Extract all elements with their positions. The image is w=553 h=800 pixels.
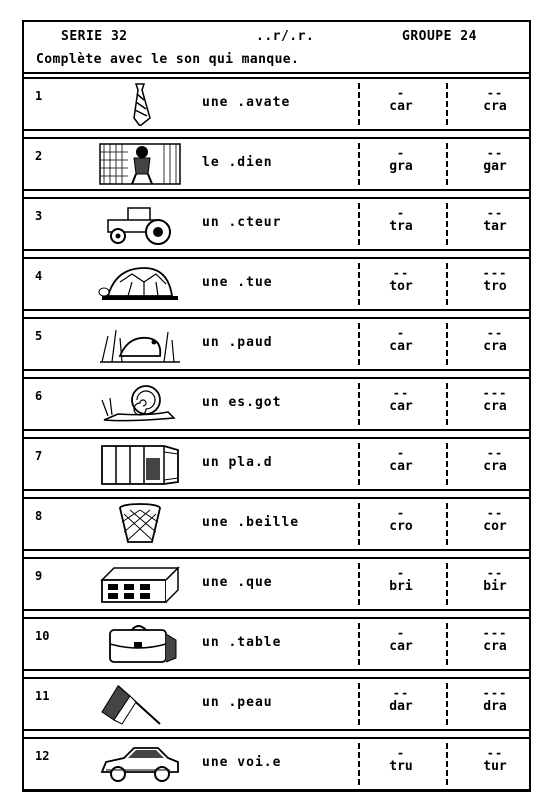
row-number: 11 [35,689,50,703]
row-number: 6 [35,389,43,403]
syllable-choice-1[interactable] [366,326,436,354]
syllable-marks: -- [486,206,504,220]
syllable-text: gar [483,159,507,174]
syllable-text: car [389,99,413,114]
syllable-marks: -- [486,506,504,520]
syllable-choice-2[interactable] [460,266,530,294]
syllable-marks: - [396,206,406,220]
row-number: 9 [35,569,43,583]
sound-pattern: ..r/.r. [256,29,315,44]
dashed-divider [446,383,448,425]
syllable-text: cra [483,459,507,474]
incomplete-word: un .peau [202,695,273,710]
syllable-choice-2[interactable] [460,386,530,414]
syllable-choice-2[interactable] [460,686,530,714]
tractor-icon [98,202,182,246]
syllable-text: dar [389,699,413,714]
syllable-marks: -- [392,266,410,280]
syllable-marks: --- [482,626,508,640]
toad-icon [98,322,182,366]
syllable-text: tor [389,279,413,294]
syllable-choice-1[interactable] [366,206,436,234]
syllable-text: bir [483,579,507,594]
syllable-marks: -- [486,446,504,460]
groupe-label: GROUPE 24 [402,29,477,44]
row-number: 1 [35,89,43,103]
row-number: 10 [35,629,50,643]
syllable-text: tra [389,219,413,234]
schoolbag-icon [98,622,182,666]
dashed-divider [446,563,448,605]
syllable-text: car [389,399,413,414]
syllable-text: bri [389,579,413,594]
syllable-text: cra [483,99,507,114]
basket-icon [98,502,182,546]
syllable-marks: -- [486,326,504,340]
syllable-choice-1[interactable] [366,566,436,594]
syllable-marks: --- [482,386,508,400]
exercise-row [24,677,529,731]
incomplete-word: un .cteur [202,215,282,230]
exercise-row [24,437,529,491]
incomplete-word: un .table [202,635,282,650]
incomplete-word: une .tue [202,275,273,290]
syllable-choice-1[interactable] [366,386,436,414]
syllable-marks: -- [486,146,504,160]
flag-icon [98,682,182,726]
dashed-divider [446,83,448,125]
syllable-choice-1[interactable] [366,86,436,114]
syllable-marks: -- [486,746,504,760]
dashed-divider [358,563,360,605]
syllable-choice-1[interactable] [366,626,436,654]
dashed-divider [446,743,448,785]
dashed-divider [446,623,448,665]
syllable-choice-1[interactable] [366,686,436,714]
exercise-row [24,497,529,551]
row-number: 7 [35,449,43,463]
row-number: 2 [35,149,43,163]
dashed-divider [446,143,448,185]
incomplete-word: le .dien [202,155,273,170]
syllable-text: cra [483,639,507,654]
dashed-divider [358,683,360,725]
syllable-marks: - [396,326,406,340]
turtle-icon [98,262,182,306]
syllable-text: car [389,339,413,354]
exercise-row [24,617,529,671]
worksheet-header [24,22,529,74]
syllable-choice-1[interactable] [366,446,436,474]
dashed-divider [358,743,360,785]
syllable-choice-2[interactable] [460,626,530,654]
dashed-divider [358,83,360,125]
cupboard-icon [98,442,182,486]
syllable-text: tur [483,759,507,774]
incomplete-word: un pla.d [202,455,273,470]
exercise-row [24,377,529,431]
dashed-divider [358,323,360,365]
syllable-marks: -- [392,386,410,400]
dashed-divider [446,263,448,305]
exercise-row [24,737,529,791]
dashed-divider [358,623,360,665]
incomplete-word: une .que [202,575,273,590]
snail-icon [98,382,182,426]
incomplete-word: une .beille [202,515,300,530]
incomplete-word: un .paud [202,335,273,350]
syllable-choice-2[interactable] [460,506,530,534]
exercise-row [24,137,529,191]
goalkeeper-icon [98,142,182,186]
incomplete-word: une voi.e [202,755,282,770]
dashed-divider [446,503,448,545]
syllable-choice-2[interactable] [460,206,530,234]
syllable-choice-1[interactable] [366,266,436,294]
syllable-text: cra [483,399,507,414]
syllable-choice-2[interactable] [460,86,530,114]
syllable-choice-1[interactable] [366,146,436,174]
syllable-text: car [389,459,413,474]
syllable-marks: -- [486,86,504,100]
syllable-text: dra [483,699,507,714]
syllable-choice-2[interactable] [460,326,530,354]
brick-icon [98,562,182,606]
dashed-divider [446,443,448,485]
tie-icon [98,82,182,126]
dashed-divider [358,383,360,425]
row-number: 5 [35,329,43,343]
syllable-text: gra [389,159,413,174]
row-number: 3 [35,209,43,223]
instruction: Complète avec le son qui manque. [36,52,300,67]
exercise-row [24,77,529,131]
dashed-divider [358,443,360,485]
syllable-choice-2[interactable] [460,746,530,774]
exercise-row [24,197,529,251]
syllable-choice-1[interactable] [366,746,436,774]
syllable-marks: -- [392,686,410,700]
syllable-choice-2[interactable] [460,446,530,474]
car-icon [98,742,182,786]
dashed-divider [358,203,360,245]
row-number: 4 [35,269,43,283]
syllable-marks: - [396,86,406,100]
syllable-marks: -- [486,566,504,580]
syllable-marks: - [396,746,406,760]
serie-label: SERIE 32 [61,29,128,44]
dashed-divider [446,683,448,725]
syllable-choice-2[interactable] [460,566,530,594]
syllable-text: cro [389,519,413,534]
dashed-divider [358,503,360,545]
row-number: 12 [35,749,50,763]
syllable-marks: - [396,626,406,640]
exercise-row [24,257,529,311]
syllable-text: tru [389,759,413,774]
dashed-divider [358,263,360,305]
worksheet [22,20,531,792]
syllable-marks: --- [482,266,508,280]
row-number: 8 [35,509,43,523]
syllable-text: tar [483,219,507,234]
syllable-marks: - [396,446,406,460]
syllable-text: cor [483,519,507,534]
dashed-divider [358,143,360,185]
syllable-marks: - [396,506,406,520]
syllable-text: tro [483,279,507,294]
syllable-text: cra [483,339,507,354]
syllable-marks: - [396,146,406,160]
syllable-text: car [389,639,413,654]
exercise-row [24,557,529,611]
dashed-divider [446,323,448,365]
syllable-choice-1[interactable] [366,506,436,534]
dashed-divider [446,203,448,245]
incomplete-word: une .avate [202,95,291,110]
incomplete-word: un es.got [202,395,282,410]
exercise-row [24,317,529,371]
syllable-marks: - [396,566,406,580]
syllable-choice-2[interactable] [460,146,530,174]
syllable-marks: --- [482,686,508,700]
